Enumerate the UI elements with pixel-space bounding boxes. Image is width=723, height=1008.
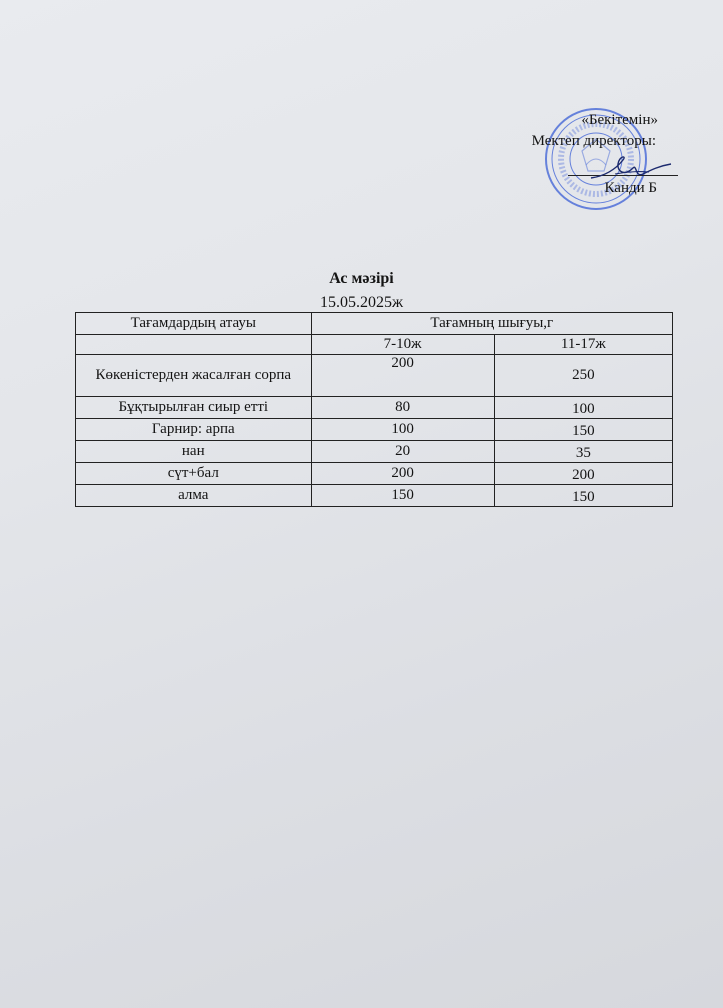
- table-row: [76, 355, 673, 397]
- value-7-10: 200: [311, 355, 494, 397]
- director-label: Мектеп директоры:: [531, 133, 656, 149]
- document-title: Ас мәзірі: [329, 270, 394, 287]
- table-row: [76, 419, 673, 441]
- table-row: [76, 485, 673, 507]
- header-age-11-17: 11-17ж: [494, 335, 672, 355]
- value-7-10: 200: [311, 463, 494, 485]
- approval-block: [470, 100, 700, 210]
- dish-name: нан: [76, 441, 312, 463]
- table-subheader-row: [76, 335, 673, 355]
- dish-name: Көкеністерден жасалған сорпа: [76, 355, 312, 397]
- table-header-row: [76, 313, 673, 335]
- header-dish-name: Тағамдардың атауы: [76, 313, 312, 335]
- dish-name: сүт+бал: [76, 463, 312, 485]
- header-blank-cell: [76, 335, 312, 355]
- dish-name: Гарнир: арпа: [76, 419, 312, 441]
- value-11-17: 250: [494, 355, 672, 397]
- value-7-10: 150: [311, 485, 494, 507]
- value-11-17: 200: [494, 463, 672, 485]
- director-name: Канди Б: [604, 180, 657, 196]
- table-row: [76, 397, 673, 419]
- value-11-17: 150: [494, 419, 672, 441]
- table-row: [76, 463, 673, 485]
- value-11-17: 150: [494, 485, 672, 507]
- document-date: 15.05.2025ж: [319, 294, 404, 311]
- dish-name: алма: [76, 485, 312, 507]
- value-11-17: 100: [494, 397, 672, 419]
- menu-table: [75, 312, 673, 507]
- header-output: Тағамның шығуы,г: [311, 313, 672, 335]
- value-11-17: 35: [494, 441, 672, 463]
- value-7-10: 80: [311, 397, 494, 419]
- header-age-7-10: 7-10ж: [311, 335, 494, 355]
- table-row: [76, 441, 673, 463]
- approval-heading: «Бекітемін»: [581, 112, 658, 128]
- value-7-10: 100: [311, 419, 494, 441]
- value-7-10: 20: [311, 441, 494, 463]
- dish-name: Бұқтырылған сиыр етті: [76, 397, 312, 419]
